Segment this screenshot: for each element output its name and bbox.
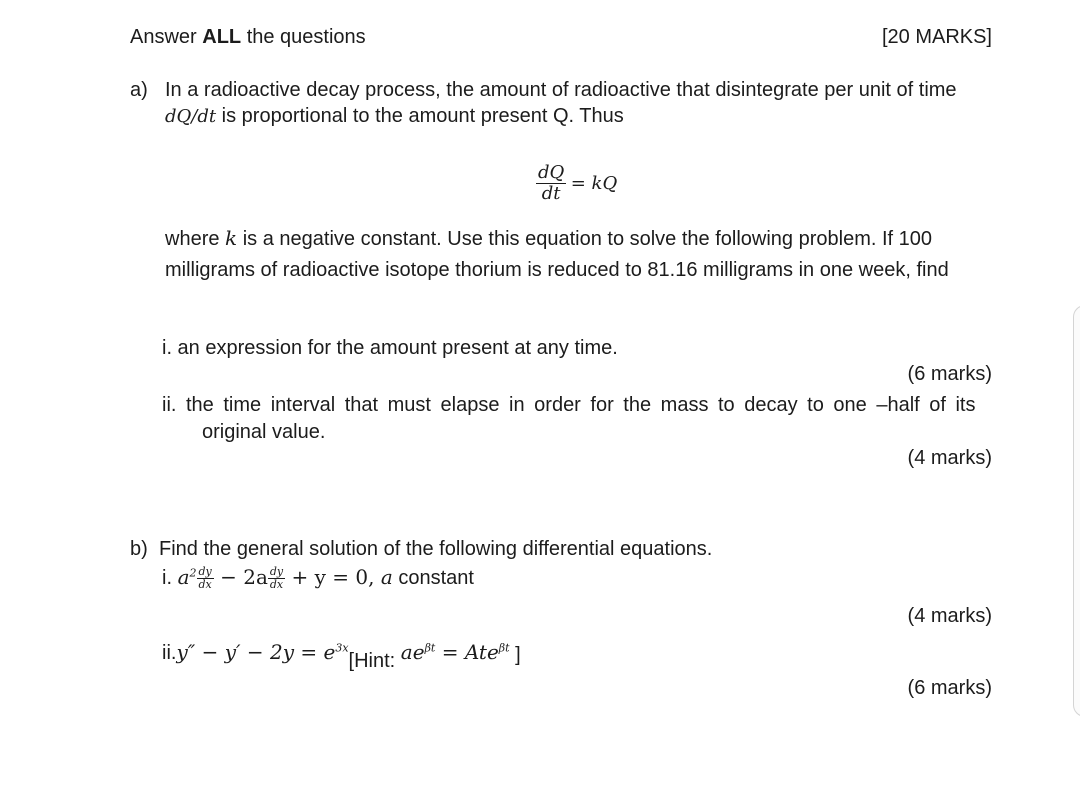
part-i-constant-word: constant (392, 567, 474, 589)
question-a-part-ii-line1: ii. the time interval that must elapse in order for the mass to decay to one –half of its (162, 394, 976, 416)
part-ii-exponent: 3x (335, 641, 349, 655)
total-marks: [20 MARKS] (881, 26, 992, 48)
question-a-para2: milligrams of radioactive isotope thorium is reduced to 81.16 milligrams in one week, find (165, 259, 949, 281)
dq-dt-inline: dQ/dt (165, 106, 217, 127)
part-i-fraction-1 (197, 566, 214, 591)
part-i-exponent: 2 (189, 566, 197, 580)
question-b-label: b) (130, 538, 148, 560)
part-i-minus-term: − 2a (213, 565, 268, 589)
part-ii-equation: y″ − y′ − 2y = e (176, 640, 336, 664)
question-b-part-i-marks: (4 marks) (907, 605, 992, 627)
equation-rhs: = kQ (570, 173, 618, 194)
hint-lhs (401, 640, 510, 664)
hint-lhs-exponent: βt (424, 641, 436, 655)
equation-numerator: dQ (538, 162, 565, 183)
hint-rhs-exponent: βt (498, 641, 510, 655)
instruction-prefix: Answer (130, 26, 203, 48)
hint-close: ] (509, 644, 521, 666)
question-b-intro: Find the general solution of the following differential equations. (159, 538, 713, 560)
constant-k: k (225, 226, 238, 250)
hint-label: [Hint: (348, 650, 401, 672)
hint-lhs-base: ae (400, 640, 425, 664)
equation-denominator: dt (541, 183, 561, 204)
question-b-part-ii-marks: (6 marks) (907, 677, 992, 699)
part-i-a: a (177, 565, 190, 589)
question-a-line2-text: is proportional to the amount present Q. Thus (216, 105, 624, 127)
fraction-1-den: dx (198, 578, 212, 592)
question-b-part-i (162, 565, 474, 591)
question-a-line2 (165, 105, 624, 128)
question-a-part-ii-marks: (4 marks) (907, 447, 992, 469)
part-i-a-const: a (380, 565, 393, 589)
part-i-label: i. (162, 567, 172, 589)
fraction-1-num: dy (198, 565, 212, 579)
instruction-suffix: the questions (241, 26, 366, 48)
part-ii-label: ii. (162, 642, 177, 664)
instruction-all: ALL (202, 26, 242, 48)
para1-suffix: is a negative constant. Use this equation to solve the following problem. If 100 (237, 228, 933, 250)
equation-fraction (536, 163, 566, 204)
para1-prefix: where (165, 228, 226, 250)
decay-equation (536, 163, 617, 204)
question-a-line1: In a radioactive decay process, the amount of radioactive that disintegrate per unit of time (165, 79, 957, 101)
question-b-part-ii (162, 640, 521, 672)
question-a-part-ii-line2: original value. (202, 421, 326, 443)
part-i-plus-y: + y = 0, (285, 565, 381, 589)
fraction-2-den: dx (269, 578, 284, 592)
question-a-part-i-marks: (6 marks) (907, 363, 992, 385)
instruction-line (130, 26, 366, 49)
question-a-label: a) (130, 79, 148, 101)
question-a-para1 (165, 226, 932, 251)
part-i-a-squared (178, 565, 197, 589)
scroll-handle[interactable] (1073, 305, 1080, 717)
fraction-2-num: dy (269, 565, 284, 579)
part-i-fraction-2 (268, 566, 285, 591)
hint-rhs-base: = Ate (435, 640, 499, 664)
question-a-part-i: i. an expression for the amount present at any time. (162, 337, 618, 359)
